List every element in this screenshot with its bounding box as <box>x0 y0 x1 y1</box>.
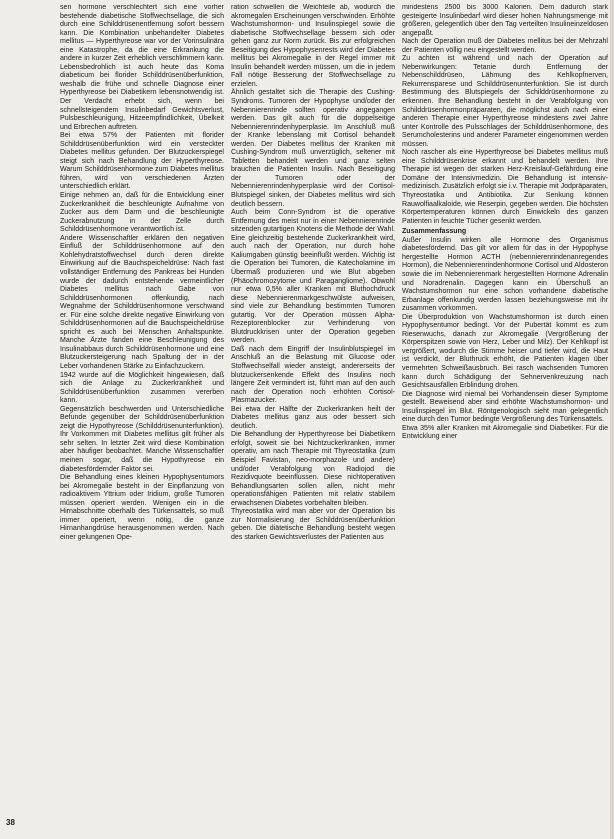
paragraph: Die Behandlung eines kleinen Hypophysentumors bei Akromegalie besteht in der Einpflanzung von radioaktivem Yttrium oder Iridium, große Tumoren müssen operiert werden. Wenigen ein in die Hirnabschnitte oberhalb des Türkensattels, so muß immer operiert, wenn nötig, die ganze Hirnanhangdrüse herausgenommen werden. Nach einer gelungenen Ope- <box>60 474 224 541</box>
paragraph: Noch rascher als eine Hyperthyreose bei Diabetes mellitus muß eine Schilddrüsenkrise erkannt und behandelt werden. Ihre Therapie ist wegen der starken Herz-Kreislauf-Gefährdung eine Domäne der Intensivmedizin. Die Behandlung ist intensiv-medizinisch. Zusätzlich erfolgt sie i.v. Therapie mit Jodpräparaten, Thyreostatika und Antibiotika. Zur Senkung können Rauwolfiaalkaloide, wie Reserpin, gegeben werden. Die höchsten Körpertemperaturen können durch Einwickeln des ganzen Patienten in feuchte Tücher gesenkt werden. <box>402 149 608 225</box>
paragraph: ration schwellen die Weichteile ab, wodurch die akromegalen Erscheinungen verschwinden. Erhöhte Wachstumshormon- und Insulinspiegel sowie die diabetische Stoffwechsellage bessern sich oder gehen ganz zur Norm zurück. Bis zur erfolgreichen Beseitigung des Hypophysenrests wird der Diabetes mellitus bei Akromegalie in der Regel immer mit Insulin behandelt werden müssen, um die in jedem Fall nötige Besserung der Stoffwechsellage zu erzielen. <box>231 4 395 88</box>
text-column-2 <box>231 4 395 826</box>
text-column-1 <box>60 4 224 826</box>
paragraph: Die Überproduktion von Wachstumshormon ist durch einen Hypophysentumor bedingt. Vor der Pubertät kommt es zum Riesenwuchs, danach zur Akromegalie (Vergrößerung der Körperspitzen sowie von Herz, Leber und Milz). Der Kehlkopf ist vergrößert, wodurch die Stimme heiser und tiefer wird, die Haut ist verdickt, der Bluthruck erhöht, die Patienten klagen über vermehrten Schweißausbruch. Bei rasch wachsenden Tumoren kann durch Schädigung der Sehnervenkreuzung nach Gesichtsausfällen Erblindung drohen. <box>402 313 608 390</box>
paragraph: Ähnlich gestaltet sich die Therapie des Cushing-Syndroms. Tumoren der Hypophyse und/oder der Nebennierenrinde sollten operativ angegangen werden. Das gilt auch für die doppelseitige Nebennierenrindenhyperplasie. Im Anschluß muß der Kranke lebenslang mit Cortisol behandelt werden. Der Diabetes mellitus der Kranken mit Cushing-Syndrom muß unverzüglich, seltener mit Tabletten behandelt werden und ganz selten brauchen die Patienten Insulin. Nach Beseitigung der Tumoren oder der Nebennierenrindenhyperplasie wird der Cortisol-Blutspiegel sinken, der Diabetes mellitus wird sich deutlich bessern. <box>231 89 395 208</box>
paragraph: sen hormone verschlechtert sich eine vorher bestehende diabetische Stoffwechsellage, die sich durch eine Schilddrüsenentfernung sofort bessern kann. Die Kombination unbehandelter Diabetes mellitus — Hyperthyreose war vor der Vorinsulinära eine Katastrophe, da die eine Erkrankung die andere in kurzer Zeit erheblich verschlimmern kann. Lebensbedrohlich ist auch heute das Koma diabeticum bei florider Schilddrüsenüberfunktion, weshalb die frühe und schnelle Diagnose einer Hyperthyreose bei Diabetikern lebensnotwendig ist. Der Verdacht erhebt sich, wenn bei schnellsteigendem Insulinbedarf Gewichtsverlust, Pulsbeschleunigung, Hitzeempfindlichkeit, Übelkeit und Erbrechen auftreten. <box>60 4 224 131</box>
paragraph: Auch beim Conn-Syndrom ist die operative Entfernung des meist nur in einer Nebennierenrinde sitzenden gutartigen Knotens die Methode der Wahl. Eine gleichzeitig bestehende Zuckerkrankheit wird, auch nach der Operation, nur durch hohe Kaliumgaben günstig beeinflußt werden. Wichtig ist die Operation bei Tumoren, die Katecholamine im Übermaß produzieren und wie Blut abgeben (Phäochromozytome und Paragangliome). Obwohl nur etwa 0,5% aller Kranken mit Bluthochdruck diese Nebennierenmarkgeschwülste aufweisen, sind viele zur Behandlung bestimmten Tumoren gutartig. Vor der Operation müssen Alpha-Rezeptorenblocker zur Verhinderung von Blutdruckkrisen unter der Operation gegeben werden. <box>231 209 395 345</box>
paragraph: Daß nach dem Eingriff der Insulinblutspiegel im Anschluß an die Belastung mit Glucose oder Stoffwechselfall wieder ansteigt, andererseits der blutzuckersenkende Effekt des Insulins noch längere Zeit vermindert ist, führt man auf den auch nach der Operation noch erhöhten Cortisol-Plasmazucker. <box>231 345 395 405</box>
paragraph: Thyreostatika wird man aber vor der Operation bis zur Normalisierung der Schilddrüsenüberfunktion geben. Die diätetische Behandlung besteht wegen des starken Gewichtsverlustes der Patienten aus <box>231 508 395 541</box>
paragraph: Die Behandlung der Hyperthyreose bei Diabetikern erfolgt, soweit sie bei Nichtzuckerkranken, immer operativ, am nach Therapie mit Thyreostatika (zum Beispiel Favistan, neo-morphazole und andere) und/oder Verabfolgung von Radiojod die Rezidivquote beeinflussen. Diese nichtoperativen Behandlungsarten sollen allen, nicht mehr operationsfähigen Patienten mit relativ stabilem erwachsenen Diabetes vorbehalten bleiben. <box>231 431 395 507</box>
paragraph: Die Diagnose wird niemal bei Vorhandensein dieser Symptome gestellt. Beweisend aber sind erhöhte Wachstumshormon- und Insulinspiegel im Blut. Röntgenologisch sieht man gelegentlich eine durch den Tumor bedingte Vergrößerung des Türkensattels. <box>402 390 608 424</box>
paragraph: Bei etwa 57% der Patienten mit florider Schilddrüsenüberfunktion wird ein versteckter Diabetes mellitus gefunden. Der Blutzuckerspiegel steigt sich nach Behandlung der Hyperthyreose. Warum Schilddrüsenhormone zum Diabetes mellitus führen, wird von verschiedenen Ärzten unterschiedlich erklärt. <box>60 132 224 191</box>
paragraph: Einige nehmen an, daß für die Entwicklung einer Zuckerkrankheit die beschleunigte Aufnahme von Zucker aus dem Darm und die beschleunigte Zuckerabnutzung in der Zelle durch Schilddrüsenhormone verantwortlich ist. <box>60 192 224 234</box>
paragraph: Zu achten ist während und nach der Operation auf Nebenwirkungen: Tetanie durch Entfernung der Nebenschilddrüsen, Lähmung des Kehlkopfnerven, Rekurrensparese und Schilddrüsenunterfunktion. Sie ist durch Bestimmung des Blutspiegels der Schilddrüsenhormone zu erkennen. Ihre Behandlung besteht in der Verabfolgung von Schilddrüsenhormonpräparaten, die möglichst auch nach einer anderen Therapie einer Hyperthyreose mindestens zwei Jahre unter Kontrolle des Pulsschlages der Schilddrüsenhormone, des Serumcholesterins und anderer Parameter eingenommen werden müssen. <box>402 55 608 148</box>
page-edge <box>610 0 614 839</box>
paragraph: 1942 wurde auf die Möglichkeit hingewiesen, daß sich die Anlage zu Zuckerkrankheit und Schilddrüsenüberfunktion zusammen vererben kann. <box>60 371 224 405</box>
paragraph: Außer Insulin wirken alle Hormone des Organismus diabetesfördernd. Das gilt vor allem für das in der Hypophyse hergestellte Hormon ACTH (nebennierenrindenanregendes Hormon), die Nebennierenrindenhormone Cortisol und Aldosteron sowie die im Nebennierenmark hergestellten Hormone Adrenalin und Noradrenalin. Dagegen kann ein Überschuß an Wachstumshormon nur eine schon vorhandene diabetische Erbanlage offenkundig werden lassen beziehungsweise mit ihr zusammen vorkommen. <box>402 236 608 313</box>
text-column-3 <box>402 4 608 826</box>
paragraph: Bei etwa der Hälfte der Zuckerkranken heilt der Diabetes mellitus ganz aus oder bessert sich deutlich. <box>231 405 395 430</box>
paragraph: Nach der Operation muß der Diabetes mellitus bei der Mehrzahl der Patienten völlig neu eingestellt werden. <box>402 38 608 54</box>
section-heading: Zusammenfassung <box>402 228 467 236</box>
paragraph: mindestens 2500 bis 3000 Kalorien. Dem dadurch stark gesteigerte Insulinbedarf wird dieser hohen Nahrungsmenge mit größeren, gelegentlich über den Tag verteilten Insulineinzeldosen angepaßt. <box>402 4 608 37</box>
paragraph: Andere Wissenschaftler erklären den negativen Einfluß der Schilddrüsenhormone auf den Kohlehydratstoffwechsel durch deren direkte Einwirkung auf die Bauchspeicheldrüse: Nach fast vollständiger Entfernung des Pankreas bei Hunden wurde der dadurch entstehende vermeintlicher Diabetes mellitus nach Gabe von Schilddrüsenhormonen offenkundig, nach Wegnahme der Schilddrüsenhormone verschwand er. Für eine solche direkte negative Einwirkung von Schilddrüsenhormonen auf die Bauchspeicheldrüse spricht es auch bei Menschen Anhaltspunkte. Manche Ärzte fanden eine Beschleunigung des Insulinabbaus durch Schilddrüsenhormone und eine Blutzuckersteigerung nach Spaltung der in der Leber vorhandenen Stärke zu Einfachzuckern. <box>60 234 224 370</box>
paragraph: Gegensätzlich beschwerden und Unterschiedliche Befunde gegenüber der Schilddrüsenüberfunktion zeigt die Hypothyreose (Schilddrüsenunterfunktion). Ihr Vorkommen mit Diabetes mellitus gilt früher als sehr selten. In letzter Zeit wird diese Kombination aber häufiger beobachtet. Manche Wissenschaftler meinen sogar, daß die Hypothyreose ein diabetesfördernder Faktor sei. <box>60 405 224 473</box>
paragraph: Etwa 35% aller Kranken mit Akromegalie sind Diabetiker. Für die Entwicklung einer <box>402 424 608 441</box>
page-number: 38 <box>6 818 15 827</box>
